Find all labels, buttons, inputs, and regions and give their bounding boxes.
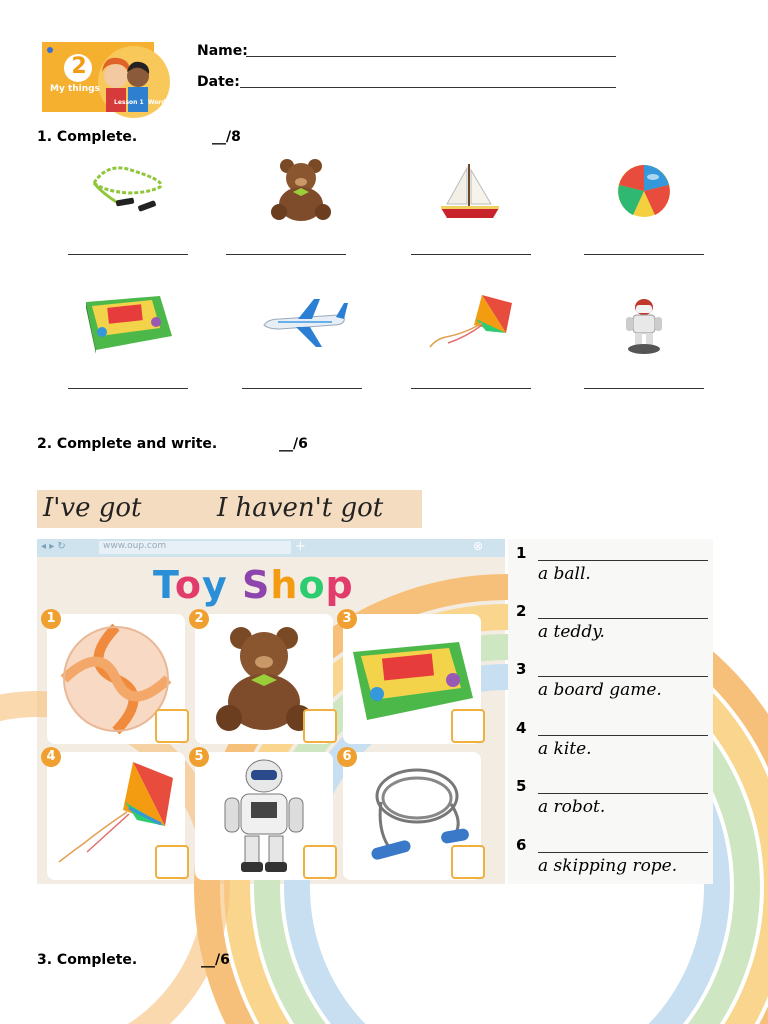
sentence-text: a kite. [538,739,592,759]
checkbox-4[interactable] [155,845,189,879]
sentence-text: a ball. [538,564,591,584]
card-number-6: 6 [337,747,357,767]
section2-title: 2. Complete and write. [37,436,218,452]
title-letter: p [325,563,354,607]
title-letter: S [242,563,271,607]
sentence-blank[interactable] [538,546,708,561]
sentence-blank[interactable] [538,604,708,619]
card-number-5: 5 [189,747,209,767]
date-field[interactable] [240,73,616,88]
answer-line-6[interactable] [242,380,362,389]
unit-number: 2 [71,54,87,79]
sentence-number: 3 [516,660,527,678]
sentence-number: 6 [516,836,527,854]
sentence-3 [516,660,711,716]
title-letter [228,563,242,607]
sentence-number: 5 [516,777,527,795]
sentence-blank[interactable] [538,838,708,853]
toy-shop-title [153,563,354,607]
answer-line-2[interactable] [226,246,346,255]
answer-line-8[interactable] [584,380,704,389]
sentence-number: 2 [516,602,527,620]
sentence-number: 4 [516,719,527,737]
sentence-6 [516,836,711,886]
answer-line-5[interactable] [68,380,188,389]
board-game-icon [82,292,174,354]
section3-score: __/6 [201,952,230,968]
answer-line-7[interactable] [411,380,531,389]
unit-badge [42,42,170,112]
phrase-banner [37,490,422,528]
browser-url: www.oup.com [99,541,291,554]
section2-score: __/6 [279,436,308,452]
sentence-text: a skipping rope. [538,856,678,876]
teddy-icon [265,158,337,222]
beach-ball-icon [615,163,673,219]
checkbox-5[interactable] [303,845,337,879]
card-number-3: 3 [337,609,357,629]
skipping-rope-icon [88,163,168,223]
sentence-4 [516,719,711,775]
section3-title: 3. Complete. [37,952,138,968]
answer-line-3[interactable] [411,246,531,255]
card-number-2: 2 [189,609,209,629]
checkbox-1[interactable] [155,709,189,743]
unit-title: My things [50,84,100,94]
browser-close-icon: ⊗ [473,539,484,553]
sentence-5 [516,777,711,833]
sentence-text: a board game. [538,680,662,700]
checkbox-3[interactable] [451,709,485,743]
name-field[interactable] [246,42,616,57]
name-label: Name: [197,43,248,59]
sentence-number: 1 [516,544,527,562]
toy-shop-panel [37,539,505,884]
sentence-blank[interactable] [538,779,708,794]
sailboat-icon [437,160,503,224]
answer-line-1[interactable] [68,246,188,255]
title-letter: h [270,563,299,607]
robot-picture [219,756,309,876]
title-letter: o [298,563,326,607]
unit-subtitle: Lesson 1 Words [114,99,170,106]
sentence-blank[interactable] [538,662,708,677]
robot-icon [620,297,668,355]
section1-score: __/8 [212,129,241,145]
title-letter: T [153,563,175,607]
airplane-icon [258,295,348,350]
sentence-1 [516,544,711,600]
sentence-text: a teddy. [538,622,605,642]
browser-nav-icons: ◂ ▸ ↻ [41,541,66,552]
sentence-2 [516,602,711,658]
sentence-text: a robot. [538,797,606,817]
sentence-blank[interactable] [538,721,708,736]
browser-new-tab-icon: + [295,539,306,554]
answer-line-4[interactable] [584,246,704,255]
phrase-havent-got: I haven't got [217,493,384,523]
title-letter: y [201,563,228,607]
title-letter: o [174,563,202,607]
section1-title: 1. Complete. [37,129,138,145]
card-number-4: 4 [41,747,61,767]
phrase-ive-got: I've got [43,493,142,523]
date-label: Date: [197,74,240,90]
card-number-1: 1 [41,609,61,629]
kite-icon [426,293,516,355]
checkbox-6[interactable] [451,845,485,879]
checkbox-2[interactable] [303,709,337,743]
